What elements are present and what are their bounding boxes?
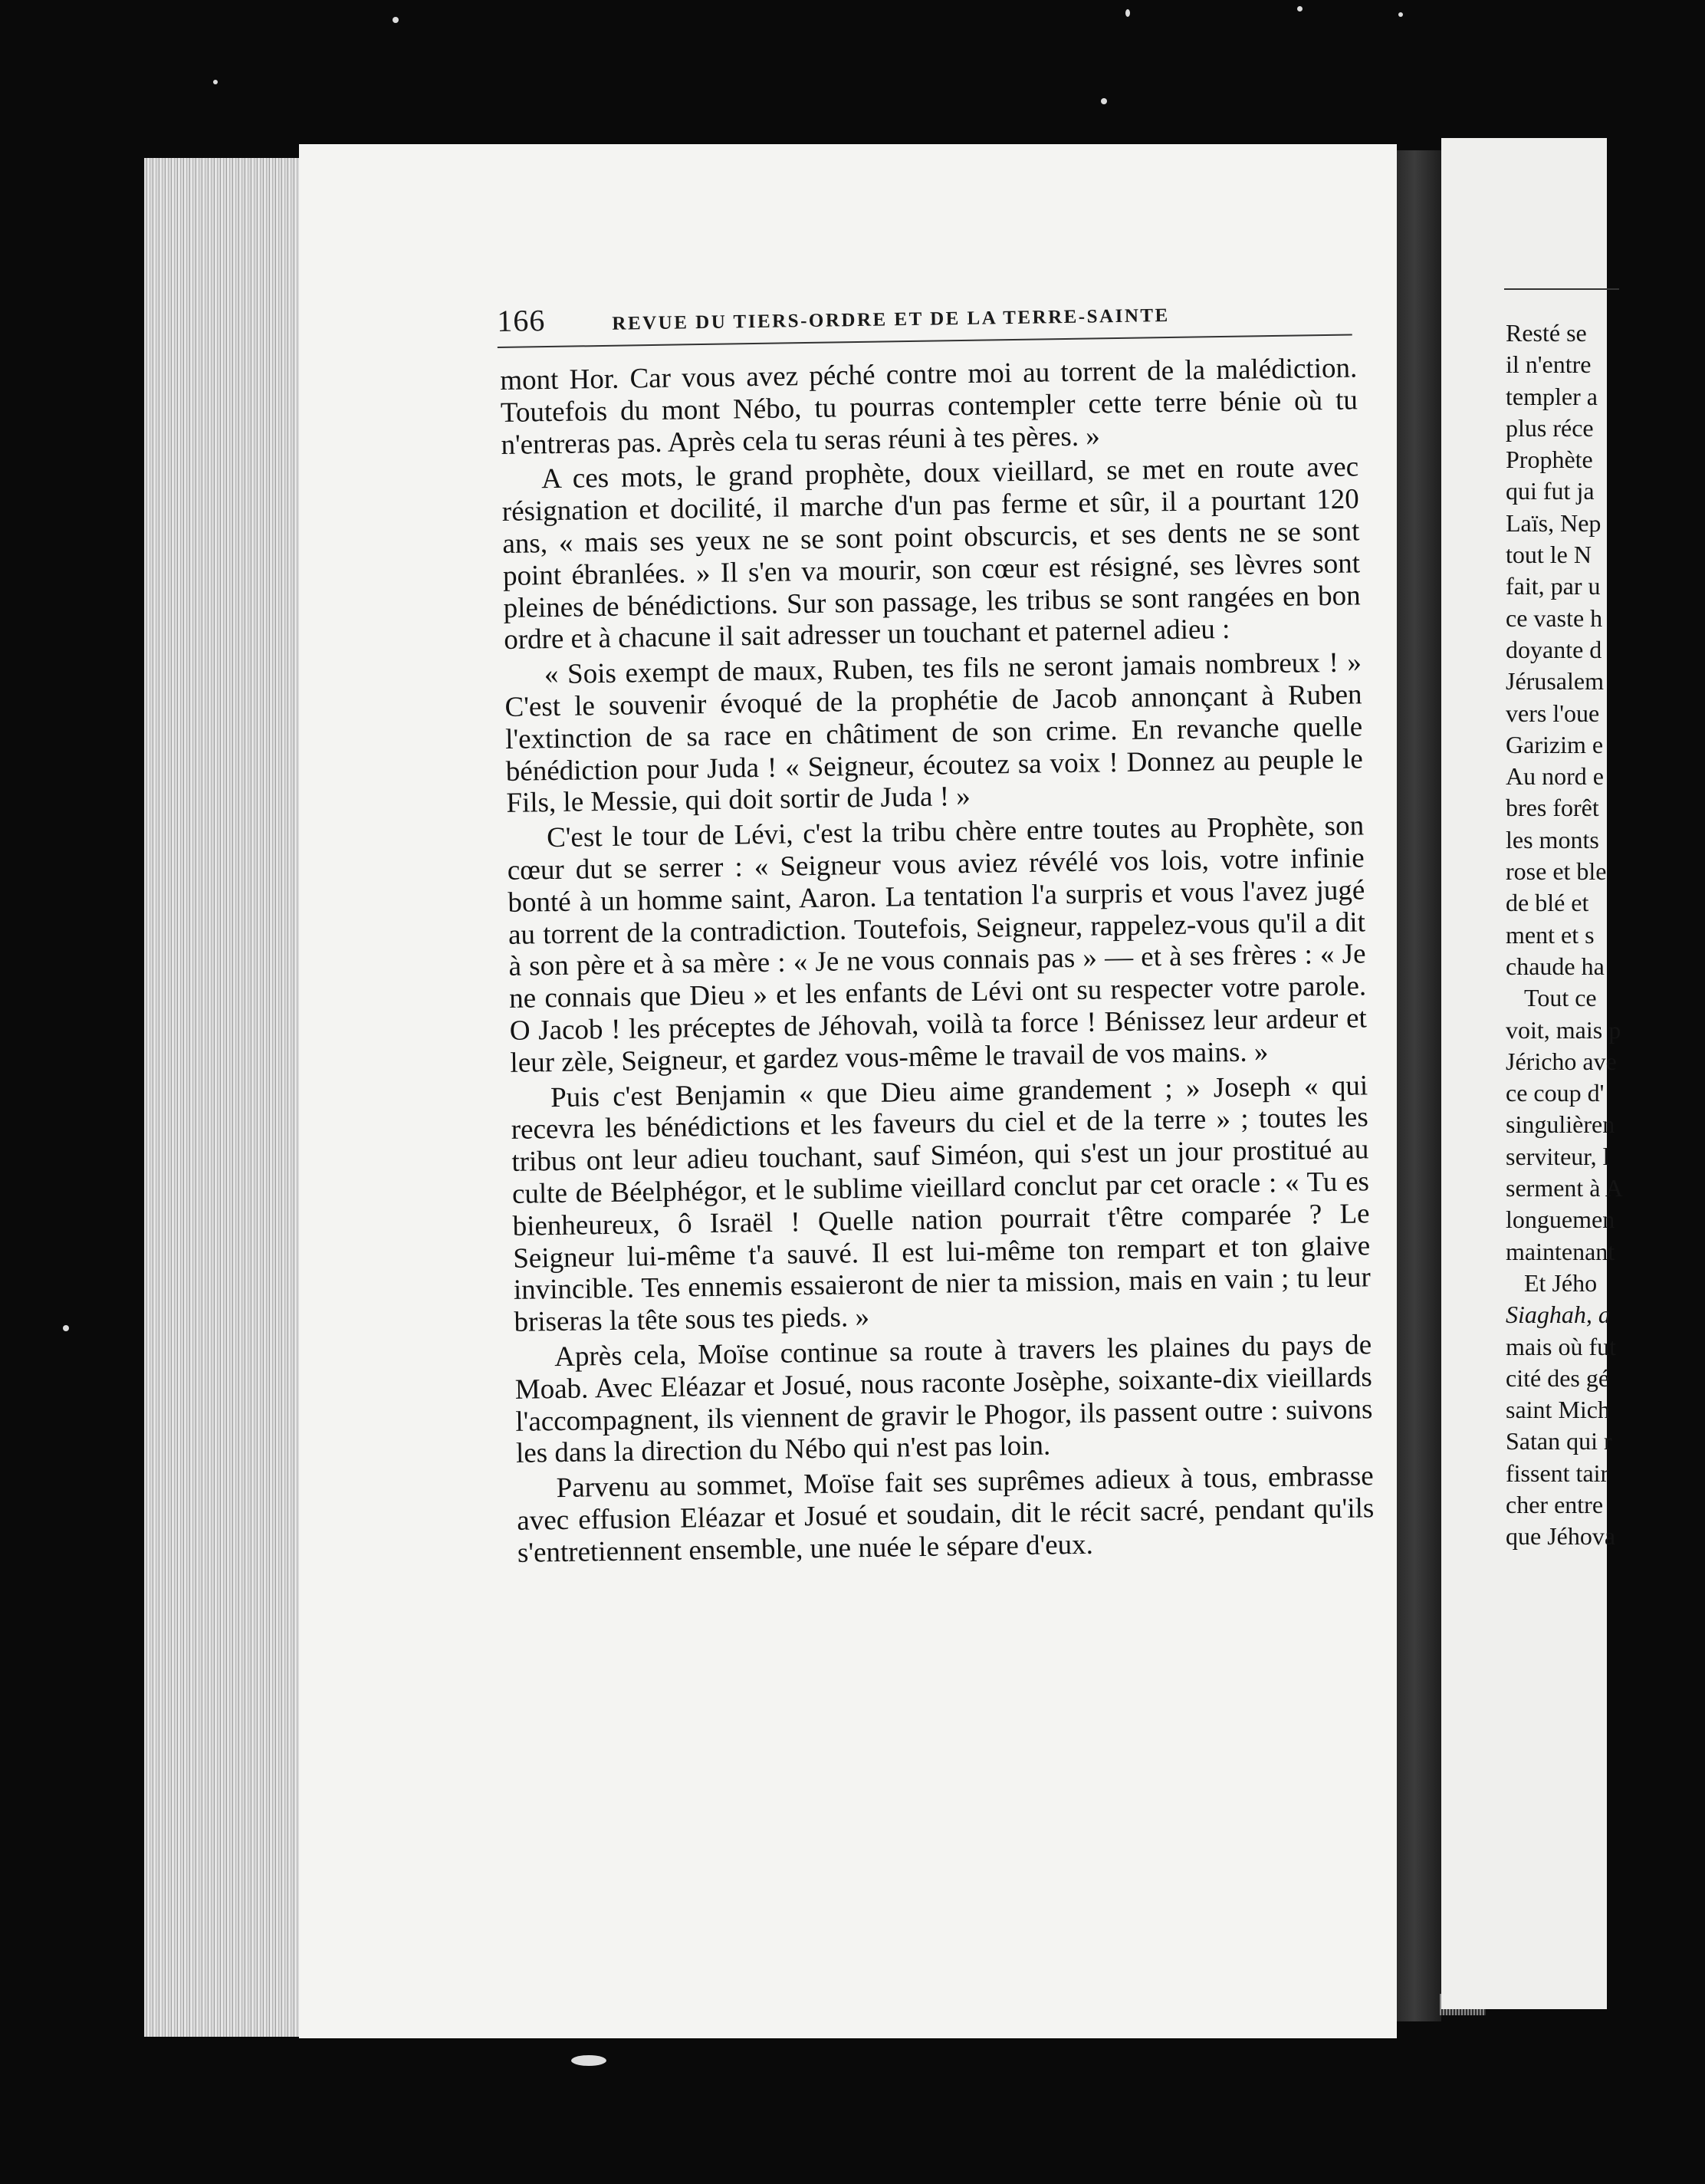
body-text: [500, 352, 1375, 1572]
dust-speck: [1125, 9, 1130, 17]
dust-speck: [1398, 12, 1403, 17]
right-page-line: que Jéhova: [1506, 1522, 1616, 1551]
dust-speck: [1101, 98, 1107, 104]
right-page-line: Jéricho ave: [1506, 1047, 1617, 1075]
dust-speck: [63, 1325, 69, 1331]
right-page-line: Garizim e: [1506, 730, 1604, 758]
right-page-line: Satan qui r: [1506, 1427, 1612, 1455]
paragraph: Puis c'est Benjamin « que Dieu aime grandement ; » Joseph « qui recevra les bénédictions et les faveurs du ciel et de la terre » ; toutes les tribus ont leur adieu touchant, sauf Siméon, qui s'est un jour prostitué au culte de Béelphégor, et le sublime vieillard conclut par cet oracle : « Tu es bienheureux, ô Israël ! Quelle nation pourrait t'être comparée ? Le Seigneur lui-même t'a sauvé. Il est lui-même ton rempart et ton glaive invincible. Tes ennemis essaieront de nier ta mission, mais en vain ; tu leur briseras la tête sous tes pieds. »: [511, 1069, 1372, 1338]
right-page-line: Siaghah, a: [1506, 1301, 1611, 1329]
right-page-line: doyante d: [1506, 635, 1602, 663]
paragraph: C'est le tour de Lévi, c'est la tribu chère entre toutes au Prophète, son cœur dut se serrer : « Seigneur vous aviez révélé vos lois, votre infinie bonté à un homme saint, Aaron. La tentation l'a surpris et vous l'avez jugé au torrent de la contradiction. Toutefois, Seigneur, rappelez-vous qu'il a dit à son père et à sa mère : « Je ne vous connais pas » — et à ses frères : « Je ne connais que Dieu » et les enfants de Lévi ont su respecter votre parole. O Jacob ! les préceptes de Jéhovah, voilà ta force ! Bénissez leur ardeur et leur zèle, Seigneur, et gardez vous-même le travail de vos mains. »: [507, 810, 1368, 1079]
right-page-line: vers l'oue: [1506, 699, 1600, 727]
right-page-line: mais où fut: [1506, 1332, 1616, 1360]
right-page-line: Et Jého: [1524, 1268, 1598, 1297]
right-page-line: plus réce: [1506, 413, 1594, 442]
right-page-line: Prophète: [1506, 446, 1593, 474]
right-page-line: templer a: [1506, 382, 1598, 410]
right-page-line: qui fut ja: [1506, 477, 1595, 505]
paragraph: mont Hor. Car vous avez péché contre moi au torrent de la malédiction. Toutefois du mont Nébo, tu pourras contempler cette terre bénie où tu n'entreras pas. Après cela tu seras réuni à tes pères. »: [500, 352, 1358, 461]
right-page-header-rule: [1504, 288, 1619, 290]
right-page-line: cher entre: [1506, 1490, 1604, 1518]
right-page-line: ce coup d': [1506, 1079, 1605, 1107]
right-page-line: Tout ce: [1524, 984, 1597, 1012]
right-page-line: ce vaste h: [1506, 604, 1603, 632]
right-page-line: il n'entre: [1506, 350, 1592, 379]
right-page-line: saint Mich: [1506, 1396, 1610, 1424]
book-gutter: [1397, 150, 1441, 2021]
right-page-line: serment à A: [1506, 1174, 1623, 1202]
right-page-line: Resté se: [1506, 319, 1587, 347]
right-page-line: tout le N: [1506, 541, 1592, 569]
right-page-line: fissent tair: [1506, 1459, 1609, 1487]
dust-speck: [1297, 6, 1303, 12]
right-page-line: voit, mais p: [1506, 1015, 1621, 1044]
dust-speck: [213, 80, 218, 84]
right-page-line: Au nord e: [1506, 762, 1604, 791]
stacked-page-edges: [144, 158, 305, 2037]
paragraph: Parvenu au sommet, Moïse fait ses suprêmes adieux à tous, embrasse avec effusion Eléazar et Josué et soudain, dit le récit sacré, pendant qu'ils s'entretiennent ensemble, une nuée le sépare d'eux.: [517, 1460, 1375, 1569]
dust-speck: [571, 2055, 606, 2066]
right-page-line: rose et ble: [1506, 857, 1607, 886]
right-page-line: longuemen: [1506, 1205, 1615, 1234]
right-page-line: bres forêt: [1506, 794, 1599, 822]
running-title: REVUE DU TIERS-ORDRE ET DE LA TERRE-SAINTE: [612, 304, 1170, 334]
paragraph: A ces mots, le grand prophète, doux vieillard, se met en route avec résignation et docilité, il marche d'un pas ferme et sûr, il a pourtant 120 ans, « mais ses yeux ne se sont point obscurcis, et ses dents ne se sont point ébranlées. » Il s'en va mourir, son cœur est résigné, ses lèvres sont pleines de bénédictions. Sur son passage, les tribus se sont rangées en bon ordre et à chacune il sait adresser un touchant et paternel adieu :: [501, 451, 1361, 656]
right-page-line: chaude ha: [1506, 952, 1605, 980]
right-page-text: [1506, 317, 1705, 1553]
right-page-line: ment et s: [1506, 920, 1595, 949]
right-page-line: maintenant: [1506, 1237, 1615, 1265]
page-number: 166: [497, 303, 546, 338]
right-page-line: fait, par u: [1506, 572, 1601, 600]
right-page-fragment: [1441, 138, 1623, 2009]
right-page-line: cité des gé: [1506, 1363, 1610, 1392]
right-page-line: Jérusalem: [1506, 667, 1604, 696]
dust-speck: [393, 17, 399, 23]
paragraph: Après cela, Moïse continue sa route à travers les plaines du pays de Moab. Avec Eléazar et Josué, nous raconte Josèphe, soixante-dix vieillards l'accompagnent, ils viennent de gravir le Phogor, ils passent outre : suivons les dans la direction du Nébo qui n'est pas loin.: [514, 1329, 1373, 1470]
right-page-line: serviteur, l: [1506, 1142, 1610, 1170]
right-page-line: de blé et: [1506, 889, 1589, 917]
right-page-line: singulièren: [1506, 1110, 1615, 1139]
right-page-line: Laïs, Nep: [1506, 508, 1602, 537]
paragraph: « Sois exempt de maux, Ruben, tes fils ne seront jamais nombreux ! » C'est le souvenir évoqué de la prophétie de Jacob annonçant à Ruben l'extinction de sa race en châtiment de son crime. En revanche quelle bénédiction pour Juda ! « Seigneur, écoutez sa voix ! Donnez au peuple le Fils, le Messie, qui doit sortir de Juda ! »: [504, 646, 1364, 820]
right-page-line: les monts: [1506, 825, 1599, 854]
